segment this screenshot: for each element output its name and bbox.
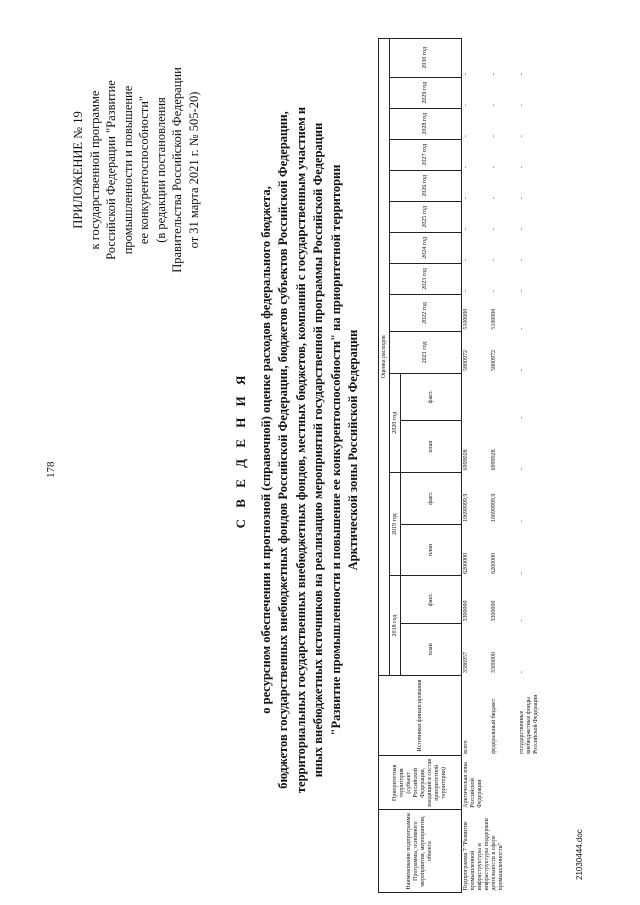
financing-table [378,38,564,893]
cell-value: - [463,228,469,231]
col-header-2027: 2027 год [390,139,462,170]
cell-value: 10699999,9 [490,493,497,523]
col-header-territory: Приоритетная территория (субъект Российской Федерации, входящий в состав приоритетной территории) [379,756,462,810]
cell-value: - [518,327,525,330]
col-header-name: Наименование подпрограммы Программы, основного мероприятия, мероприятия, объекта [379,810,462,893]
cell-value: - [463,104,469,107]
cell-value: 3300000 [463,600,469,622]
cell-source: государственные внебюджетные фонды Российской Федерации [518,694,539,754]
col-header-fact: факт. [401,472,462,524]
cell-value: - [490,259,497,262]
col-header-plan: план [401,524,462,576]
cell-value: 10699999,9 [463,493,469,523]
cell-value: - [490,166,497,169]
cell-value: - [518,290,525,293]
cell-value: - [518,166,525,169]
cell-value: - [518,619,525,622]
cell-value: - [490,290,497,293]
cell-value: - [518,228,525,231]
heading-line: территориальных государственных внебюджетных фондов, местных бюджетов, компаний с государственным участием и [293,106,308,794]
cell-value: - [518,104,525,107]
cell-value: - [463,166,469,169]
appendix-line: от 31 марта 2021 г. № 505-20) [186,91,201,249]
cell-value: 6999028 [490,449,497,471]
heading-line: о ресурсном обеспечении и прогнозной (справочной) оценке расходов федерального бюджета, [258,186,273,714]
cell-value: - [518,259,525,262]
cell-value: - [490,228,497,231]
cell-value: - [463,73,469,76]
cell-value: - [463,259,469,262]
col-header-2019: 2019 год [390,472,401,575]
cell-value: - [518,671,525,674]
appendix-line: ее конкурентоспособности" [137,95,151,245]
cell-value: 3586957 [463,652,469,674]
col-header-2022: 2022 год [390,294,462,331]
financing-table-container [378,38,539,893]
appendix-line: Российской Федерации "Развитие [104,80,118,260]
col-header-2024: 2024 год [390,232,462,263]
col-header-plan: план [401,421,462,473]
appendix-block [70,10,202,330]
appendix-line: промышленности и повышение [120,85,135,255]
cell-value: 5800972 [463,350,469,372]
col-header-2025: 2025 год [390,201,462,232]
cell-value: - [518,73,525,76]
cell-value: - [463,197,469,200]
cell-value: - [518,135,525,138]
cell-value: - [518,369,525,372]
table-row [462,39,490,893]
cell-value: - [463,290,469,293]
table-body [462,39,564,893]
col-header-2023: 2023 год [390,263,462,294]
cell-value [462,373,490,421]
col-header-2026: 2026 год [390,170,462,201]
col-header-plan: план [401,623,462,675]
cell-value: - [490,135,497,138]
cell-territory: Арктическая зона Российской Федерации [463,762,483,808]
cell-value: 5800972 [490,350,497,372]
col-header-fact: факт. [401,373,462,421]
col-header-2018: 2018 год [390,576,401,675]
col-header-2021: 2021 год [390,332,462,373]
cell-value: - [490,104,497,107]
cell-source: всего [463,740,469,754]
cell-value: 3300000 [490,652,497,674]
cell-value: - [518,197,525,200]
cell-value: 5100000 [490,308,497,330]
page-number: 178 [45,461,57,478]
col-header-2028: 2028 год [390,108,462,139]
cell-value: - [518,468,525,471]
heading-line: "Развитие промышленности и повышение ее конкурентоспособности" на приоритетной территории [328,164,343,736]
cell-value: 5100000 [463,308,469,330]
cell-value: - [463,135,469,138]
col-header-source: Источники финансирования [379,675,462,756]
appendix-line: (в редакции постановления [153,97,168,243]
heading-line: Арктической зоны Российской Федерации [346,329,360,571]
col-header-estimate: Оценка расходов [379,39,390,676]
document-filename: 21030444.doc [575,829,584,880]
col-header-2029: 2029 год [390,77,462,108]
cell-value: - [518,520,525,523]
appendix-line: ПРИЛОЖЕНИЕ № 19 [71,111,85,229]
cell-source: федеральный бюджет [490,698,497,754]
cell-value: 3300000 [490,600,497,622]
heading-line: бюджетов государственных внебюджетных фондов Российской Федерации, бюджетов субъектов Российской Федерации, [276,111,290,789]
cell-value [490,373,518,421]
document-heading [232,20,363,880]
appendix-line: к государственной программе [87,90,102,250]
col-header-2020: 2020 год [390,373,401,472]
cell-value: 6200000 [490,552,497,574]
heading-title: С В Е Д Е Н И Я [233,371,248,529]
cell-value: - [490,73,497,76]
col-header-fact: факт. [401,576,462,624]
heading-line: иных внебюджетных источников на реализацию мероприятий государственной программы Российской Федерации [311,122,325,778]
cell-value: 6999028 [463,449,469,471]
cell-subprogram-name: Подпрограмма 7 "Развитие промышленной инфраструктуры и инфраструктуры поддержки деятельности в сфере промышленности" [463,818,504,891]
cell-value: - [518,571,525,574]
col-header-2030: 2030 год [390,39,462,78]
cell-value: - [518,416,525,419]
cell-value: 6200000 [463,552,469,574]
cell-value: - [490,197,497,200]
appendix-line: Правительства Российской Федерации [170,67,184,273]
